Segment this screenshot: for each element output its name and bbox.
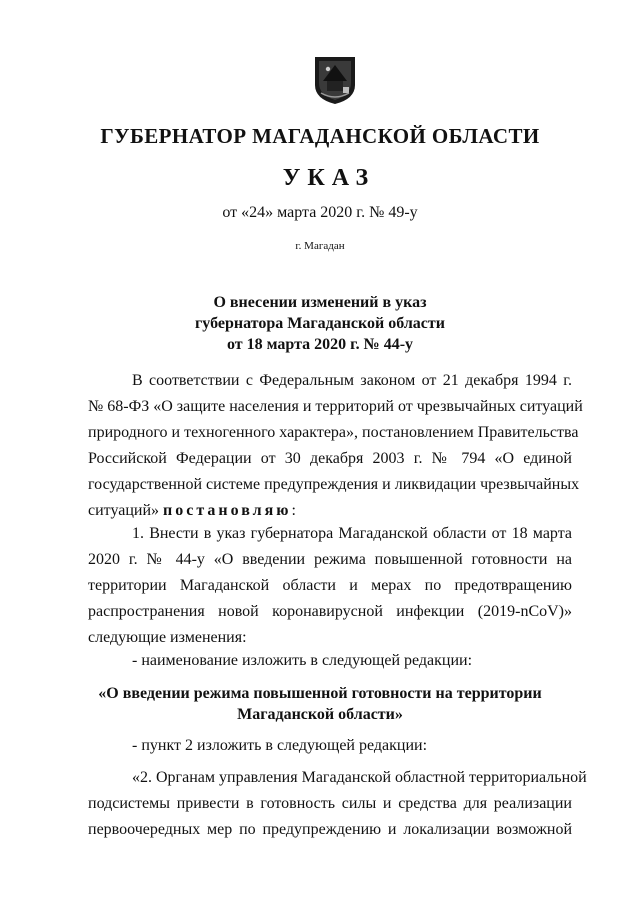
text-line: - наименование изложить в следующей редакции: <box>132 652 473 669</box>
subject-line: от 18 марта 2020 г. № 44-у <box>226 336 414 353</box>
text-line: распространения новой коронавирусной инфекции (2019-nCoV)» <box>88 603 572 620</box>
document-subject <box>0 292 640 355</box>
heading-line: Магаданской области» <box>237 706 403 723</box>
document-city: г. Магадан <box>295 240 345 252</box>
change-1-intro <box>88 648 572 674</box>
text-line: В соответствии с Федеральным законом от 21 декабря 1994 г. <box>132 372 572 389</box>
text-line: «2. Органам управления Магаданской областной территориальной <box>132 769 587 786</box>
text-line: первоочередных мер по предупреждению и локализации возможной <box>88 821 572 838</box>
issuer-title: ГУБЕРНАТОР МАГАДАНСКОЙ ОБЛАСТИ <box>100 124 540 148</box>
text-fragment: ситуаций» <box>88 502 160 519</box>
resolve-word: постановляю <box>163 502 292 519</box>
text-line: № 68-ФЗ «О защите населения и территорий от чрезвычайных ситуаций <box>88 398 583 415</box>
text-fragment: : <box>291 502 296 519</box>
text-line: - пункт 2 изложить в следующей редакции: <box>132 737 428 754</box>
new-name-heading <box>0 683 640 725</box>
change-2-paragraph <box>88 765 587 843</box>
text-line: государственной системе предупреждения и ликвидации чрезвычайных <box>88 476 580 493</box>
text-line: территории Магаданской области и мерах по предотвращению <box>88 577 572 594</box>
document-type: УКАЗ <box>282 165 376 191</box>
coat-of-arms-icon <box>313 55 357 105</box>
text-line: следующие изменения: <box>88 629 247 646</box>
text-line: 1. Внести в указ губернатора Магаданской области от 18 марта <box>132 525 572 542</box>
subject-line: О внесении изменений в указ <box>213 294 427 311</box>
text-line: Российской Федерации от 30 декабря 2003 г. № 794 «О единой <box>88 450 572 467</box>
preamble-paragraph <box>88 368 583 524</box>
text-line: природного и техногенного характера», постановлением Правительства <box>88 424 579 441</box>
heading-line: «О введении режима повышенной готовности на территории <box>98 685 542 702</box>
item-1-paragraph <box>88 521 572 651</box>
text-line: 2020 г. № 44-у «О введении режима повышенной готовности на <box>88 551 572 568</box>
text-line: подсистемы привести в готовность силы и средства для реализации <box>88 795 572 812</box>
document-date-number: от «24» марта 2020 г. № 49-у <box>222 204 418 221</box>
subject-line: губернатора Магаданской области <box>195 315 445 332</box>
change-2-intro <box>88 733 572 759</box>
